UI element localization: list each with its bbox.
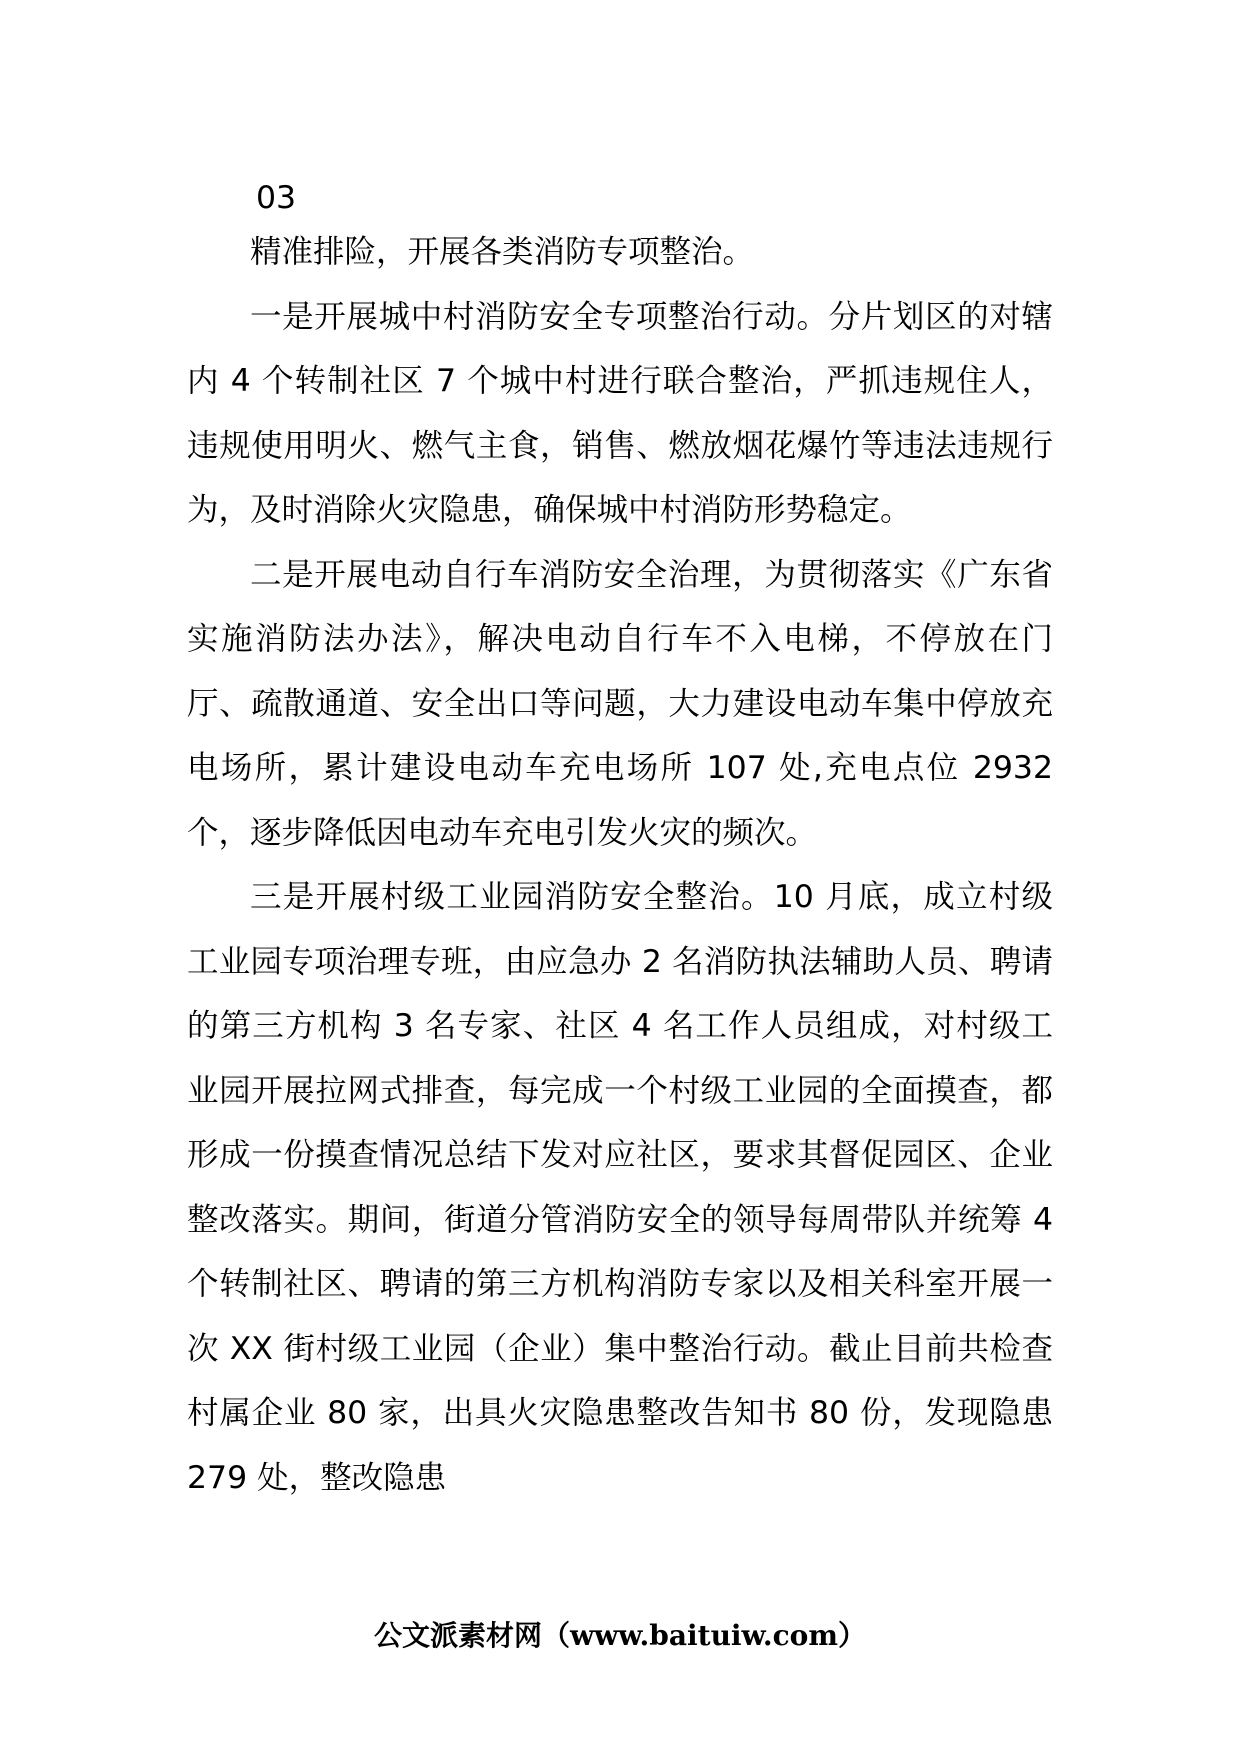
paragraph-electric-bicycle: 二是开展电动自行车消防安全治理，为贯彻落实《广东省实施消防法办法》，解决电动自行车不入电梯，不停放在门厅、疏散通道、安全出口等问题，大力建设电动车集中停放充电场所，累计建设电动车充电场所 107 处,充电点位 2932 个，逐步降低因电动车充电引发火灾的频次。 [187,556,1053,851]
paragraph-urban-village: 一是开展城中村消防安全专项整治行动。分片划区的对辖内 4 个转制社区 7 个城中村进行联合整治，严抓违规住人，违规使用明火、燃气主食，销售、燃放烟花爆竹等违法违规行为，及时消除火灾隐患，确保城中村消防形势稳定。 [187,298,1053,528]
footer-watermark: 公文派素材网（www.baituiw.com） [374,1619,866,1652]
document-body [187,170,1053,1510]
paragraph-heading: 精准排险，开展各类消防专项整治。 [250,234,755,270]
paragraph-industrial-park: 三是开展村级工业园消防安全整治。10 月底，成立村级工业园专项治理专班，由应急办 2 名消防执法辅助人员、聘请的第三方机构 3 名专家、社区 4 名工作人员组成，对村级工业园开展拉网式排查，每完成一个村级工业园的全面摸查，都形成一份摸查情况总结下发对应社区，要求其督促园区、企业整改落实。期间，街道分管消防安全的领导每周带队并统筹 4 个转制社区、聘请的第三方机构消防专家以及相关科室开展一次 XX 街村级工业园（企业）集中整治行动。截止目前共检查村属企业 80 家，出具火灾隐患整改告知书 80 份，发现隐患 279 处，整改隐患 [187,879,1053,1496]
section-number: 03 [256,180,297,216]
